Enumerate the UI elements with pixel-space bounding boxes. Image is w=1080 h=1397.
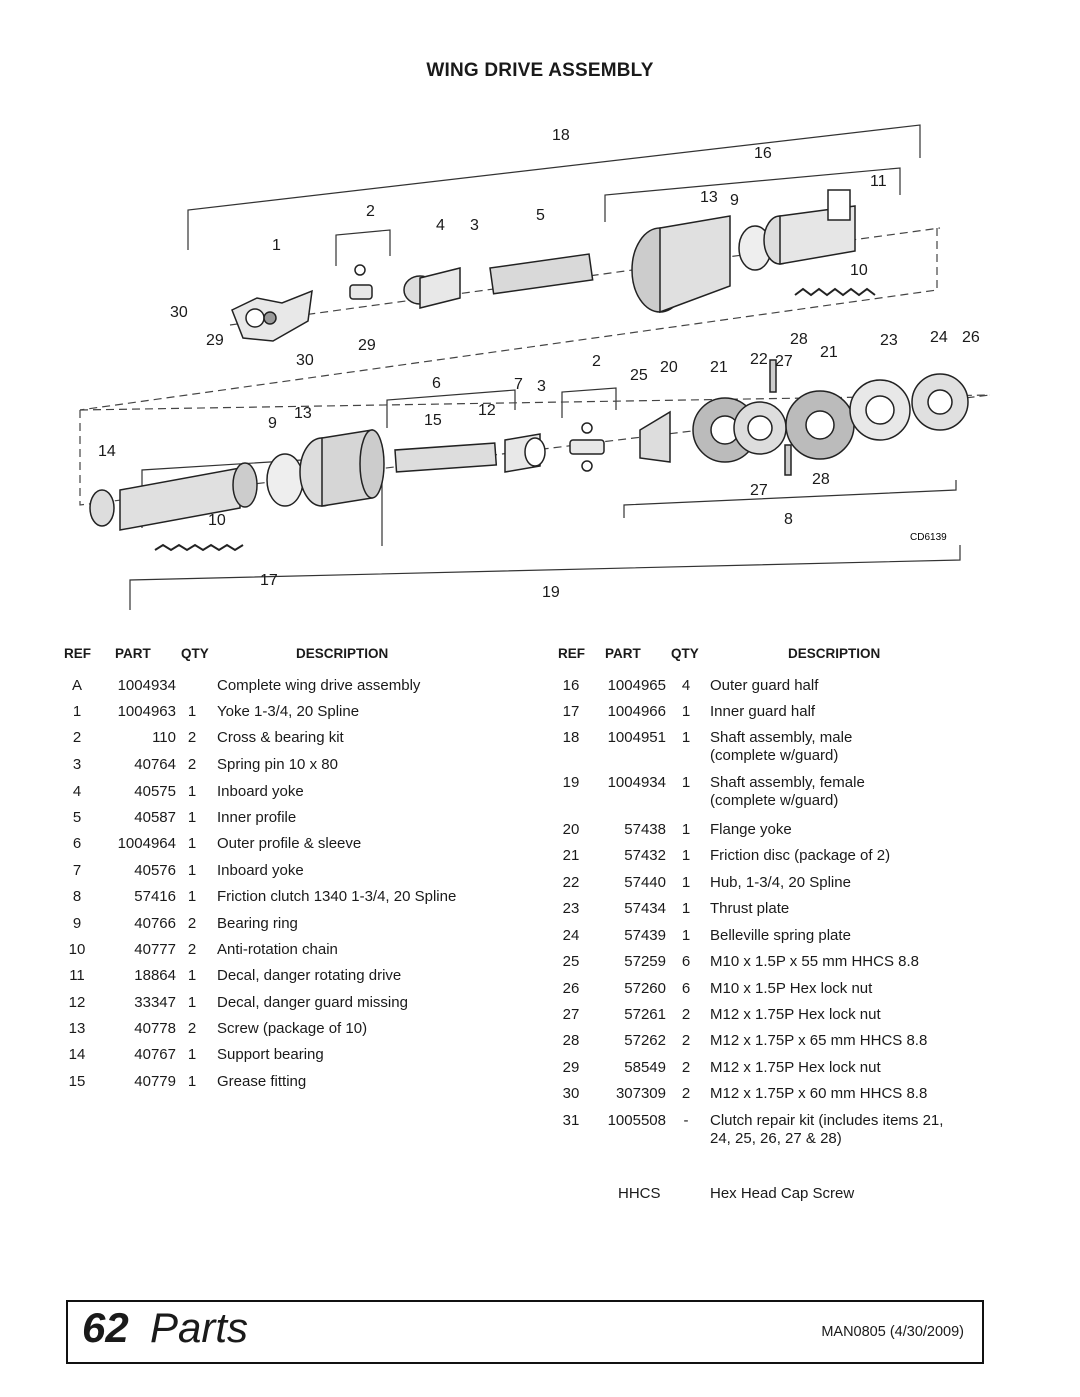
diagram-code: CD6139 xyxy=(910,532,947,543)
qty-cell: 2 xyxy=(187,1020,197,1037)
description-cell: Bearing ring xyxy=(217,915,298,932)
qty-cell: 1 xyxy=(681,821,691,838)
ref-cell: 8 xyxy=(72,888,82,905)
description-cell: Anti-rotation chain xyxy=(217,941,338,958)
callout-label: 9 xyxy=(268,415,277,432)
qty-cell: 1 xyxy=(681,847,691,864)
part-cell: 57262 xyxy=(624,1032,666,1049)
callout-label: 29 xyxy=(206,332,224,349)
parts-table-left xyxy=(64,646,524,1096)
ref-cell: 16 xyxy=(562,677,580,694)
qty-cell: 1 xyxy=(681,703,691,720)
callout-label: 17 xyxy=(260,572,278,589)
col-part-header: PART xyxy=(605,646,641,661)
ref-cell: 21 xyxy=(562,847,580,864)
part-cell: 57438 xyxy=(624,821,666,838)
part-cell: 1004966 xyxy=(607,703,666,720)
callout-label: 13 xyxy=(700,189,718,206)
ref-cell: 24 xyxy=(562,927,580,944)
qty-cell: 1 xyxy=(187,1073,197,1090)
description-cell: M12 x 1.75P x 60 mm HHCS 8.8 xyxy=(710,1085,928,1102)
qty-cell: 1 xyxy=(681,729,691,746)
callout-label: 15 xyxy=(424,412,442,429)
qty-cell: 1 xyxy=(187,809,197,826)
description-cell: Support bearing xyxy=(217,1046,324,1063)
callout-label: 25 xyxy=(630,367,648,384)
col-qty-header: QTY xyxy=(671,646,699,661)
part-cell: 40575 xyxy=(134,783,176,800)
callout-label: 29 xyxy=(358,337,376,354)
description-cell: Outer profile & sleeve xyxy=(217,835,362,852)
description-cell: Screw (package of 10) xyxy=(217,1020,368,1037)
callout-label: 8 xyxy=(784,511,793,528)
qty-cell: 6 xyxy=(681,953,691,970)
qty-cell: 4 xyxy=(681,677,691,694)
qty-cell: 2 xyxy=(681,1059,691,1076)
page-footer xyxy=(66,1300,984,1364)
description-cell: Clutch repair kit (includes items 21, xyxy=(710,1112,944,1129)
parts-table-right xyxy=(558,646,1018,1206)
part-cell: 40777 xyxy=(134,941,176,958)
callout-label: 16 xyxy=(754,145,772,162)
callout-label: 7 xyxy=(514,376,523,393)
description-cell-line2: (complete w/guard) xyxy=(710,747,839,764)
ref-cell: 31 xyxy=(562,1112,580,1129)
part-cell: 58549 xyxy=(624,1059,666,1076)
callout-label: 10 xyxy=(208,512,226,529)
callout-label: 27 xyxy=(775,353,793,370)
ref-cell: 26 xyxy=(562,980,580,997)
ref-cell: 27 xyxy=(562,1006,580,1023)
part-cell: 18864 xyxy=(134,967,176,984)
description-cell: Complete wing drive assembly xyxy=(217,677,421,694)
qty-cell: 1 xyxy=(681,927,691,944)
description-cell: Inboard yoke xyxy=(217,862,304,879)
callout-label: 13 xyxy=(294,405,312,422)
ref-cell: 11 xyxy=(69,967,85,984)
description-cell: Hub, 1-3/4, 20 Spline xyxy=(710,874,851,891)
ref-cell: 17 xyxy=(562,703,580,720)
qty-cell: 1 xyxy=(187,967,197,984)
ref-cell: 18 xyxy=(562,729,580,746)
ref-cell: 1 xyxy=(72,703,82,720)
description-cell: Decal, danger rotating drive xyxy=(217,967,402,984)
description-cell: Inboard yoke xyxy=(217,783,304,800)
part-cell: 1005508 xyxy=(607,1112,666,1129)
part-cell: 57261 xyxy=(624,1006,666,1023)
qty-cell: 1 xyxy=(681,774,691,791)
qty-cell: 1 xyxy=(187,1046,197,1063)
callout-label: 21 xyxy=(820,344,838,361)
ref-cell: 6 xyxy=(72,835,82,852)
ref-cell: 23 xyxy=(562,900,580,917)
qty-cell: 2 xyxy=(681,1085,691,1102)
callout-label: 2 xyxy=(366,203,375,220)
description-cell: Outer guard half xyxy=(710,677,819,694)
ref-cell: 2 xyxy=(72,729,82,746)
qty-cell: 1 xyxy=(187,835,197,852)
wing-drive-diagram xyxy=(60,110,1020,620)
description-cell: Inner guard half xyxy=(710,703,816,720)
part-cell: 1004964 xyxy=(117,835,176,852)
part-cell: 1004963 xyxy=(117,703,176,720)
qty-cell: 2 xyxy=(681,1006,691,1023)
part-cell: 57432 xyxy=(624,847,666,864)
ref-cell: 30 xyxy=(562,1085,580,1102)
part-cell: 1004934 xyxy=(117,677,176,694)
callout-label: 9 xyxy=(730,192,739,209)
description-cell: M10 x 1.5P Hex lock nut xyxy=(710,980,873,997)
callout-label: 30 xyxy=(170,304,188,321)
callout-label: 28 xyxy=(812,471,830,488)
description-cell: M12 x 1.75P Hex lock nut xyxy=(710,1059,881,1076)
description-cell-line2: 24, 25, 26, 27 & 28) xyxy=(710,1130,842,1147)
callout-label: 23 xyxy=(880,332,898,349)
col-description-header: DESCRIPTION xyxy=(788,646,881,661)
callout-label: 1 xyxy=(272,237,281,254)
description-cell: Grease fitting xyxy=(217,1073,307,1090)
callout-label: 26 xyxy=(962,329,980,346)
qty-cell: 2 xyxy=(681,1032,691,1049)
ref-cell: 14 xyxy=(68,1046,86,1063)
part-cell: 40766 xyxy=(134,915,176,932)
ref-cell: 25 xyxy=(562,953,580,970)
qty-cell: 1 xyxy=(187,862,197,879)
col-part-header: PART xyxy=(115,646,151,661)
callout-label: 22 xyxy=(750,351,768,368)
part-cell: 57416 xyxy=(134,888,176,905)
callout-label: 5 xyxy=(536,207,545,224)
part-cell: 40587 xyxy=(134,809,176,826)
callout-label: 30 xyxy=(296,352,314,369)
qty-cell: - xyxy=(683,1112,689,1129)
callout-label: 24 xyxy=(930,329,948,346)
callout-label: 2 xyxy=(592,353,601,370)
description-cell: M10 x 1.5P x 55 mm HHCS 8.8 xyxy=(710,953,919,970)
qty-cell: 2 xyxy=(187,729,197,746)
description-cell: Yoke 1-3/4, 20 Spline xyxy=(217,703,360,720)
ref-cell: 15 xyxy=(68,1073,86,1090)
ref-cell: 7 xyxy=(72,862,82,879)
part-cell: 57439 xyxy=(624,927,666,944)
description-cell: M12 x 1.75P x 65 mm HHCS 8.8 xyxy=(710,1032,928,1049)
callout-label: 28 xyxy=(790,331,808,348)
part-cell: 57259 xyxy=(624,953,666,970)
description-cell: M12 x 1.75P Hex lock nut xyxy=(710,1006,881,1023)
qty-cell: 2 xyxy=(187,756,197,773)
page-number: 62 xyxy=(82,1304,129,1351)
description-cell: Spring pin 10 x 80 xyxy=(217,756,338,773)
callout-label: 11 xyxy=(870,173,887,190)
callout-label: 4 xyxy=(436,217,445,234)
description-cell-line2: (complete w/guard) xyxy=(710,792,839,809)
col-qty-header: QTY xyxy=(181,646,209,661)
ref-cell: 3 xyxy=(72,756,82,773)
part-cell: 57434 xyxy=(624,900,666,917)
callout-label: 18 xyxy=(552,127,570,144)
qty-cell: 1 xyxy=(681,900,691,917)
ref-cell: 22 xyxy=(562,874,580,891)
ref-cell: 4 xyxy=(72,783,82,800)
qty-cell: 1 xyxy=(187,703,197,720)
part-cell: 40767 xyxy=(134,1046,176,1063)
part-cell: 1004965 xyxy=(607,677,666,694)
part-cell: 40764 xyxy=(134,756,176,773)
callout-label: 6 xyxy=(432,375,441,392)
description-cell: Decal, danger guard missing xyxy=(217,994,408,1011)
description-cell: Shaft assembly, female xyxy=(710,774,865,791)
qty-cell: 2 xyxy=(187,915,197,932)
ref-cell: 19 xyxy=(562,774,580,791)
legend-meaning: Hex Head Cap Screw xyxy=(710,1185,855,1202)
description-cell: Friction clutch 1340 1-3/4, 20 Spline xyxy=(217,888,457,905)
part-cell: 40778 xyxy=(134,1020,176,1037)
part-cell: 40779 xyxy=(134,1073,176,1090)
description-cell: Friction disc (package of 2) xyxy=(710,847,891,864)
ref-cell: 13 xyxy=(68,1020,86,1037)
col-description-header: DESCRIPTION xyxy=(296,646,389,661)
ref-cell: 20 xyxy=(562,821,580,838)
ref-cell: 9 xyxy=(72,915,82,932)
part-cell: 57260 xyxy=(624,980,666,997)
page-section-title: Parts xyxy=(150,1304,249,1351)
description-cell: Shaft assembly, male xyxy=(710,729,853,746)
callout-label: 3 xyxy=(470,217,479,234)
callout-label: 14 xyxy=(98,443,116,460)
ref-cell: 28 xyxy=(562,1032,580,1049)
part-cell: 33347 xyxy=(134,994,176,1011)
legend-abbr: HHCS xyxy=(618,1185,661,1202)
callout-label: 19 xyxy=(542,584,560,601)
callout-label: 10 xyxy=(850,262,868,279)
qty-cell: 2 xyxy=(187,941,197,958)
ref-cell: A xyxy=(71,677,82,694)
page-title: WING DRIVE ASSEMBLY xyxy=(426,60,654,81)
part-cell: 40576 xyxy=(134,862,176,879)
description-cell: Belleville spring plate xyxy=(710,927,851,944)
part-cell: 110 xyxy=(152,729,176,746)
description-cell: Thrust plate xyxy=(710,900,790,917)
qty-cell: 1 xyxy=(187,783,197,800)
ref-cell: 10 xyxy=(68,941,86,958)
part-cell: 1004951 xyxy=(607,729,666,746)
callout-label: 20 xyxy=(660,359,678,376)
qty-cell: 1 xyxy=(187,888,197,905)
part-cell: 57440 xyxy=(624,874,666,891)
description-cell: Cross & bearing kit xyxy=(217,729,344,746)
ref-cell: 29 xyxy=(562,1059,580,1076)
description-cell: Inner profile xyxy=(217,809,297,826)
callout-label: 27 xyxy=(750,482,768,499)
qty-cell: 1 xyxy=(187,994,197,1011)
part-cell: 1004934 xyxy=(607,774,666,791)
col-ref-header: REF xyxy=(64,646,91,661)
qty-cell: 1 xyxy=(681,874,691,891)
ref-cell: 12 xyxy=(68,994,86,1011)
callout-label: 12 xyxy=(478,402,496,419)
qty-cell: 6 xyxy=(681,980,691,997)
col-ref-header: REF xyxy=(558,646,585,661)
description-cell: Flange yoke xyxy=(710,821,792,838)
ref-cell: 5 xyxy=(72,809,82,826)
callout-label: 21 xyxy=(710,359,728,376)
part-cell: 307309 xyxy=(615,1085,666,1102)
callout-label: 3 xyxy=(537,378,546,395)
manual-code: MAN0805 (4/30/2009) xyxy=(821,1324,964,1340)
